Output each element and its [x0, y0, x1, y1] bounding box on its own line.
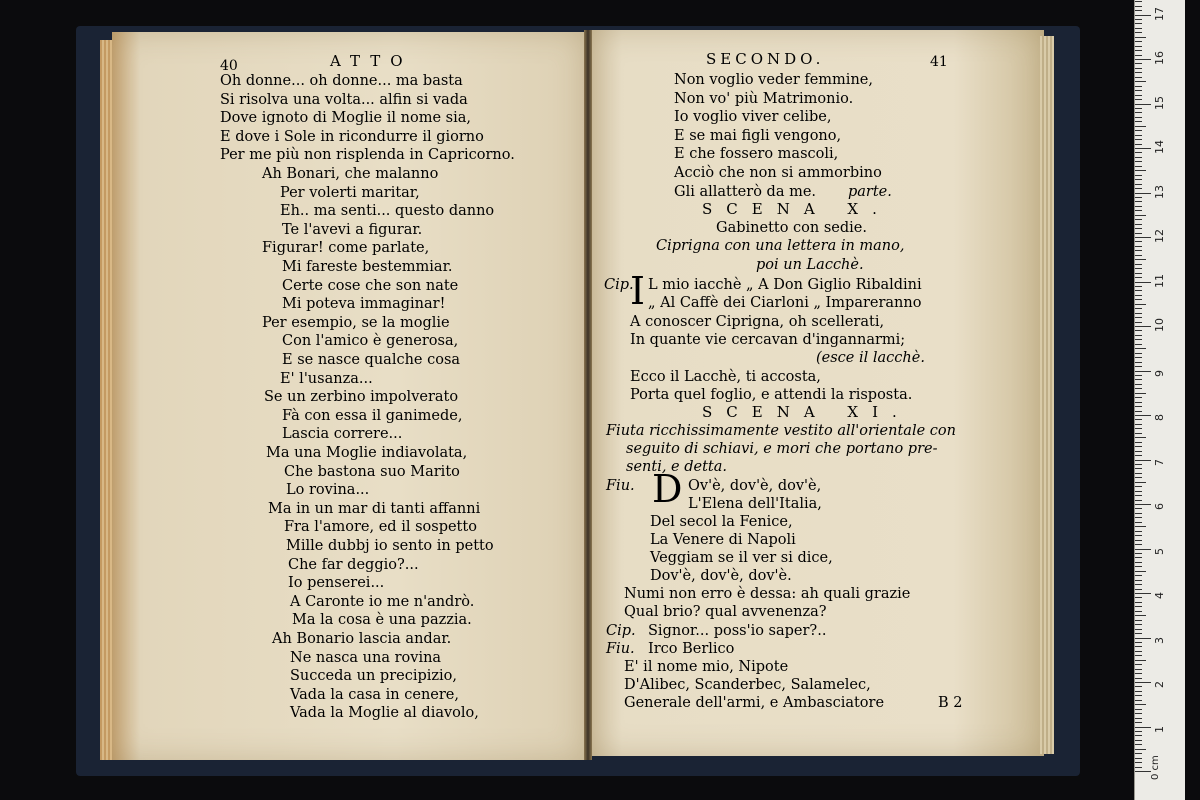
verse-line: Gli allatterò da me.: [674, 183, 817, 200]
ruler-tick: [1135, 384, 1142, 385]
ruler-tick: [1135, 366, 1142, 367]
book-gutter: [584, 30, 592, 760]
ruler-tick: [1135, 442, 1142, 443]
verse-line: Qual brio? qual avvenenza?: [624, 604, 827, 620]
ruler-tick: [1135, 104, 1151, 105]
ruler-tick: [1135, 433, 1142, 434]
ruler-tick: [1135, 46, 1142, 47]
ruler-tick: [1135, 709, 1142, 710]
verse-line: Certe cose che son nate: [282, 277, 459, 294]
ruler-number: 6: [1153, 503, 1166, 510]
ruler-tick: [1135, 513, 1142, 514]
scene-11-direction-2: seguito di schiavi, e mori che portano pre-: [626, 441, 938, 457]
verse-line: Signor... poss'io saper?..: [648, 623, 827, 639]
ruler-tick: [1135, 428, 1142, 429]
ruler-tick: [1135, 161, 1142, 162]
ruler-tick: [1135, 326, 1151, 327]
verse-line: Del secol la Fenice,: [650, 514, 793, 530]
right-page-number: 41: [930, 54, 948, 70]
speaker-label: Fiu.: [606, 478, 635, 494]
ruler-number: 10: [1153, 318, 1166, 332]
drop-cap: D: [652, 467, 683, 511]
verse-line: Per me più non risplenda in Capricorno.: [220, 147, 515, 164]
ruler-tick: [1135, 767, 1142, 768]
ruler-number: 2: [1153, 681, 1166, 688]
verse-line: E se mai figli vengono,: [674, 127, 842, 144]
verse-line: Fra l'amore, ed il sospetto: [284, 519, 477, 536]
ruler-tick: [1135, 304, 1146, 305]
ruler-tick: [1135, 81, 1146, 82]
ruler-tick: [1135, 460, 1151, 461]
ruler-tick: [1135, 317, 1142, 318]
ruler-tick: [1135, 28, 1142, 29]
ruler-tick: [1135, 606, 1142, 607]
ruler-tick: [1135, 273, 1142, 274]
ruler-tick: [1135, 758, 1142, 759]
ruler-tick: [1135, 362, 1142, 363]
ruler-tick: [1135, 250, 1142, 251]
ruler-tick: [1135, 593, 1151, 594]
ruler-number: 15: [1153, 95, 1166, 110]
ruler-tick: [1135, 170, 1146, 171]
verse-line: Che far deggio?...: [288, 556, 419, 573]
ruler-tick: [1135, 468, 1142, 469]
ruler-tick: [1135, 201, 1142, 202]
ruler-tick: [1135, 166, 1142, 167]
scene-10-direction-1: Ciprigna con una lettera in mano,: [656, 238, 905, 254]
verse-line: A conoscer Ciprigna, oh scellerati,: [630, 314, 885, 330]
verse-line: Ov'è, dov'è, dov'è,: [688, 478, 822, 494]
ruler-tick: [1135, 477, 1142, 478]
ruler-number: 16: [1153, 51, 1166, 65]
ruler-tick: [1135, 482, 1146, 483]
verse-line: Ma in un mar di tanti affanni: [268, 500, 481, 517]
verse-line: Dove ignoto di Moglie il nome sia,: [220, 110, 471, 127]
ruler-tick: [1135, 15, 1151, 16]
ruler-tick: [1135, 184, 1142, 185]
scene-10-setting: Gabinetto con sedie.: [716, 220, 867, 236]
ruler-tick: [1135, 135, 1142, 136]
ruler-tick: [1135, 629, 1142, 630]
verse-line: Eh.. ma senti... questo danno: [280, 203, 495, 220]
drop-cap: I: [630, 269, 646, 313]
ruler-tick: [1135, 344, 1142, 345]
ruler-tick: [1135, 353, 1142, 354]
ruler-tick: [1135, 686, 1142, 687]
verse-line: E che fossero mascoli,: [674, 146, 839, 163]
verse-line: Succeda un precipizio,: [290, 668, 458, 685]
ruler-tick: [1135, 215, 1146, 216]
verse-line: Non vo' più Matrimonio.: [674, 90, 854, 107]
ruler-tick: [1135, 157, 1142, 158]
ruler-tick: [1135, 241, 1142, 242]
verse-line: Non voglio veder femmine,: [674, 72, 873, 88]
ruler-tick: [1135, 179, 1142, 180]
verse-line: Ecco il Lacchè, ti accosta,: [630, 369, 821, 385]
ruler-tick: [1135, 446, 1142, 447]
verse-line: E se nasce qualche cosa: [282, 352, 461, 368]
ruler-tick: [1135, 197, 1142, 198]
ruler-tick: [1135, 219, 1142, 220]
ruler-tick: [1135, 371, 1151, 372]
ruler-tick: [1135, 121, 1142, 122]
verse-line: Oh donne... oh donne... ma basta: [220, 73, 463, 89]
verse-line: Si risolva una volta... alfin si vada: [220, 91, 468, 108]
ruler-tick: [1135, 455, 1142, 456]
ruler-tick: [1135, 290, 1142, 291]
ruler-tick: [1135, 32, 1142, 33]
ruler-tick: [1135, 424, 1142, 425]
ruler-tick: [1135, 99, 1142, 100]
ruler-tick: [1135, 313, 1142, 314]
ruler-tick: [1135, 526, 1146, 527]
verse-line: La Venere di Napoli: [650, 532, 796, 548]
signature-mark: B 2: [938, 695, 963, 711]
ruler-tick: [1135, 491, 1142, 492]
verse-line: Io penserei...: [288, 575, 385, 592]
ruler-tick: [1135, 464, 1142, 465]
ruler-tick: [1135, 152, 1142, 153]
ruler-tick: [1135, 126, 1146, 127]
verse-line: D'Alibec, Scanderbec, Salamelec,: [624, 677, 871, 693]
ruler-tick: [1135, 522, 1142, 523]
ruler-tick: [1135, 602, 1142, 603]
stage-direction: (esce il lacchè.: [816, 350, 925, 366]
ruler-tick: [1135, 322, 1142, 323]
verse-line: Ne nasca una rovina: [290, 649, 442, 666]
ruler-tick: [1135, 486, 1142, 487]
scene-10-direction-2: poi un Lacchè.: [756, 257, 864, 273]
ruler-tick: [1135, 77, 1142, 78]
ruler-tick: [1135, 664, 1142, 665]
verse-line: A Caronte io me n'andrò.: [290, 593, 475, 610]
verse-line: E' l'usanza...: [280, 370, 373, 387]
ruler-number: 5: [1153, 547, 1166, 555]
speaker-label: Cip.: [604, 277, 634, 293]
ruler-tick: [1135, 562, 1142, 563]
ruler-tick: [1135, 682, 1151, 683]
ruler-tick: [1135, 535, 1142, 536]
verse-line: L mio iacchè „ A Don Giglio Ribaldini: [648, 277, 922, 293]
ruler-number: 3: [1153, 636, 1166, 644]
ruler-tick: [1135, 130, 1142, 131]
ruler-tick: [1135, 23, 1142, 24]
ruler-tick: [1135, 339, 1142, 340]
ruler-tick: [1135, 335, 1142, 336]
ruler-tick: [1135, 268, 1142, 269]
ruler-tick: [1135, 646, 1142, 647]
ruler-number: 14: [1153, 140, 1166, 154]
ruler-tick: [1135, 41, 1142, 42]
verse-line: E' il nome mio, Nipote: [624, 659, 789, 675]
verse-line: Vada la Moglie al diavolo,: [290, 705, 479, 722]
ruler-tick: [1135, 63, 1142, 64]
verse-line: Porta quel foglio, e attendi la risposta.: [630, 387, 913, 403]
verse-line: Se un zerbino impolverato: [264, 389, 459, 406]
ruler-tick: [1135, 695, 1142, 696]
ruler-tick: [1135, 749, 1146, 750]
verse-line: Veggiam se il ver si dice,: [650, 550, 833, 566]
ruler-tick: [1135, 504, 1151, 505]
ruler-tick: [1135, 517, 1142, 518]
ruler-tick: [1135, 388, 1142, 389]
verse-line: Generale dell'armi, e Ambasciatore: [624, 695, 885, 711]
ruler-tick: [1135, 722, 1142, 723]
ruler-tick: [1135, 188, 1142, 189]
verse-line: Per volerti maritar,: [280, 184, 420, 201]
ruler-tick: [1135, 95, 1142, 96]
left-page-number: 40: [220, 58, 238, 74]
ruler-tick: [1135, 330, 1142, 331]
ruler-tick: [1135, 406, 1142, 407]
scene-10-heading: SCENA X.: [702, 200, 891, 218]
ruler-number: 17: [1153, 6, 1166, 21]
verse-line: L'Elena dell'Italia,: [688, 496, 822, 512]
verse-line: Mille dubbj io sento in petto: [286, 538, 494, 554]
ruler-tick: [1135, 6, 1142, 7]
verse-line: Numi non erro è dessa: ah quali grazie: [624, 586, 911, 602]
ruler-tick: [1135, 59, 1151, 60]
verse-line: Ma una Moglie indiavolata,: [266, 445, 468, 461]
scene-11-direction-3: senti, e detta.: [626, 459, 728, 475]
left-running-head: ATTO: [330, 52, 413, 70]
ruler-tick: [1135, 531, 1142, 532]
ruler-number: 7: [1153, 458, 1166, 466]
ruler-tick: [1135, 397, 1142, 398]
ruler-tick: [1135, 139, 1142, 140]
ruler-number: 12: [1153, 229, 1166, 243]
ruler-tick: [1135, 540, 1142, 541]
ruler-tick: [1135, 669, 1142, 670]
ruler-tick: [1135, 286, 1142, 287]
verse-line: In quante vie cercavan d'ingannarmi;: [630, 332, 906, 348]
ruler-tick: [1135, 673, 1142, 674]
verse-line: Ma la cosa è una pazzia.: [292, 612, 472, 629]
ruler-tick: [1135, 500, 1142, 501]
ruler-tick: [1135, 210, 1142, 211]
ruler-tick: [1135, 611, 1142, 612]
ruler-number: 9: [1153, 369, 1166, 377]
ruler-tick: [1135, 731, 1142, 732]
ruler-tick: [1135, 117, 1142, 118]
ruler-tick: [1135, 206, 1142, 207]
ruler-number: 13: [1153, 184, 1166, 199]
ruler-tick: [1135, 224, 1142, 225]
ruler-tick: [1135, 228, 1142, 229]
ruler-tick: [1135, 615, 1146, 616]
ruler-tick: [1135, 735, 1142, 736]
ruler-number: 11: [1153, 273, 1166, 288]
ruler-tick: [1135, 295, 1142, 296]
verse-line: „ Al Caffè dei Ciarloni „ Impareranno: [648, 295, 922, 311]
stage-direction-exit: parte.: [848, 184, 892, 200]
measuring-ruler: [1134, 0, 1185, 800]
ruler-tick: [1135, 704, 1146, 705]
ruler-tick: [1135, 713, 1142, 714]
ruler-tick: [1135, 246, 1142, 247]
verse-line: Irco Berlico: [648, 641, 735, 657]
ruler-tick: [1135, 508, 1142, 509]
verse-line: Dov'è, dov'è, dov'è.: [650, 568, 792, 584]
ruler-tick: [1135, 580, 1142, 581]
ruler-tick: [1135, 651, 1142, 652]
ruler-tick: [1135, 638, 1151, 639]
ruler-tick: [1135, 575, 1142, 576]
verse-line: Fà con essa il ganimede,: [282, 407, 463, 424]
ruler-tick: [1135, 112, 1142, 113]
ruler-tick: [1135, 549, 1151, 550]
verse-line: Acciò che non si ammorbino: [674, 165, 882, 181]
ruler-tick: [1135, 740, 1142, 741]
ruler-tick: [1135, 762, 1142, 763]
right-running-head: SECONDO.: [706, 50, 825, 68]
ruler-tick: [1135, 557, 1142, 558]
verse-line: Lo rovina...: [286, 482, 370, 499]
verse-line: Ah Bonari, che malanno: [262, 166, 439, 182]
ruler-tick: [1135, 753, 1142, 754]
ruler-tick: [1135, 19, 1142, 20]
verse-line: Ah Bonario lascia andar.: [272, 631, 452, 647]
ruler-tick: [1135, 37, 1146, 38]
ruler-number: 8: [1153, 414, 1166, 421]
scene-11-direction-1: Fiuta ricchissimamente vestito all'orientale con: [606, 423, 956, 439]
speaker-label: Fiu.: [606, 641, 635, 657]
ruler-tick: [1135, 175, 1142, 176]
ruler-tick: [1135, 553, 1142, 554]
ruler-tick: [1135, 282, 1151, 283]
ruler-tick: [1135, 357, 1142, 358]
verse-line: Figurar! come parlate,: [262, 240, 430, 257]
verse-line: Mi fareste bestemmiar.: [282, 259, 453, 275]
ruler-tick: [1135, 571, 1146, 572]
speaker-label: Cip.: [606, 623, 636, 639]
ruler-number: 1: [1153, 725, 1166, 733]
ruler-tick: [1135, 237, 1151, 238]
ruler-tick: [1135, 620, 1142, 621]
ruler-tick: [1135, 642, 1142, 643]
ruler-tick: [1135, 660, 1146, 661]
ruler-tick: [1135, 473, 1142, 474]
ruler-tick: [1135, 379, 1142, 380]
ruler-tick: [1135, 633, 1142, 634]
verse-line: Che bastona suo Marito: [284, 463, 460, 480]
ruler-tick: [1135, 90, 1142, 91]
ruler-tick: [1135, 437, 1146, 438]
ruler-tick: [1135, 68, 1142, 69]
scene-11-heading: SCENA XI.: [702, 403, 911, 421]
ruler-tick: [1135, 678, 1142, 679]
ruler-tick: [1135, 277, 1142, 278]
ruler-tick: [1135, 264, 1142, 265]
ruler-unit-label: 0 cm: [1150, 755, 1161, 780]
ruler-tick: [1135, 700, 1142, 701]
verse-line: Lascia correre...: [282, 426, 403, 443]
ruler-tick: [1135, 55, 1142, 56]
ruler-tick: [1135, 393, 1146, 394]
ruler-tick: [1135, 108, 1142, 109]
ruler-tick: [1135, 655, 1142, 656]
ruler-tick: [1135, 375, 1142, 376]
ruler-tick: [1135, 411, 1142, 412]
verse-line: Per esempio, se la moglie: [262, 314, 450, 331]
ruler-tick: [1135, 50, 1142, 51]
ruler-number: 4: [1153, 592, 1166, 599]
ruler-tick: [1135, 10, 1142, 11]
ruler-tick: [1135, 299, 1142, 300]
ruler-tick: [1135, 727, 1151, 728]
ruler-tick: [1135, 233, 1142, 234]
ruler-tick: [1135, 624, 1142, 625]
ruler-tick: [1135, 597, 1142, 598]
ruler-tick: [1135, 415, 1151, 416]
ruler-tick: [1135, 86, 1142, 87]
ruler-tick: [1135, 718, 1142, 719]
ruler-tick: [1135, 566, 1142, 567]
ruler-tick: [1135, 402, 1142, 403]
verse-line: Te l'avevi a figurar.: [282, 221, 423, 238]
ruler-tick: [1135, 193, 1151, 194]
ruler-tick: [1135, 72, 1142, 73]
verse-line: Io voglio viver celibe,: [674, 109, 832, 126]
ruler-tick: [1135, 419, 1142, 420]
right-page-edges: [1040, 36, 1054, 754]
ruler-tick: [1135, 148, 1151, 149]
ruler-tick: [1135, 1, 1142, 2]
ruler-tick: [1135, 259, 1146, 260]
ruler-tick: [1135, 771, 1151, 772]
verse-line: Vada la casa in cenere,: [290, 686, 460, 703]
ruler-tick: [1135, 691, 1142, 692]
ruler-tick: [1135, 308, 1142, 309]
ruler-tick: [1135, 451, 1142, 452]
ruler-tick: [1135, 495, 1142, 496]
ruler-tick: [1135, 348, 1146, 349]
ruler-tick: [1135, 144, 1142, 145]
verse-line: Con l'amico è generosa,: [282, 333, 459, 350]
ruler-tick: [1135, 744, 1142, 745]
ruler-tick: [1135, 589, 1142, 590]
ruler-tick: [1135, 544, 1142, 545]
ruler-tick: [1135, 584, 1142, 585]
verse-line: E dove i Sole in ricondurre il giorno: [220, 128, 484, 145]
verse-line: Mi poteva immaginar!: [282, 296, 446, 313]
ruler-tick: [1135, 255, 1142, 256]
